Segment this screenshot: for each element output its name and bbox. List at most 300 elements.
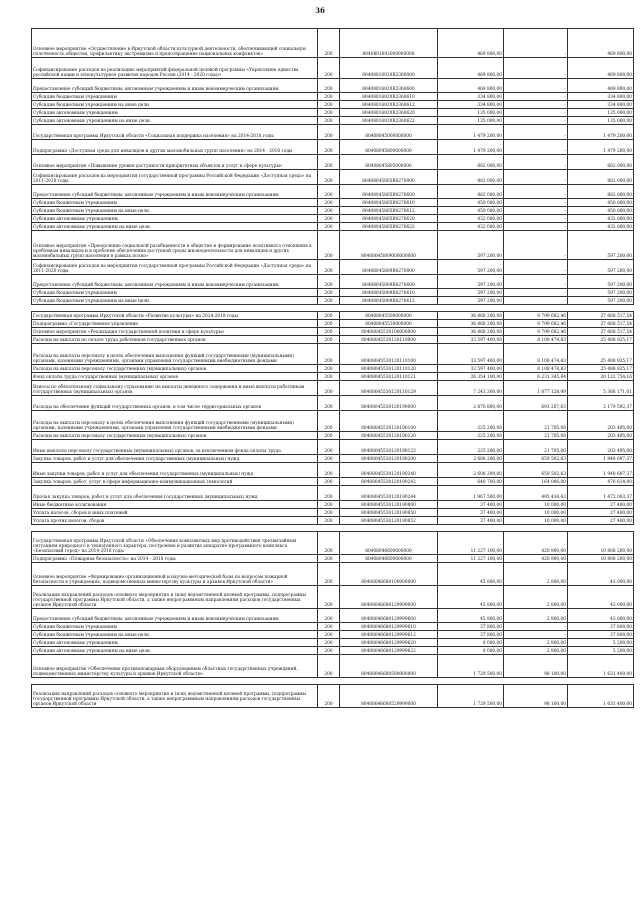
row-amount-planned: 469 800,00 — [438, 29, 504, 58]
row-code: 200 — [318, 312, 340, 320]
row-amount-planned: 334 800,00 — [438, 93, 504, 101]
row-amount-remaining: 334 800,00 — [568, 93, 634, 101]
row-name: Уплата прочих налогов, сборов — [32, 517, 318, 525]
row-amount-executed: 8 799 682,46 — [504, 328, 568, 336]
row-amount-planned: 225 200,00 — [438, 432, 504, 440]
row-amount-remaining: 597 200,00 — [568, 260, 634, 275]
row-code: 200 — [318, 440, 340, 455]
row-amount-remaining: 27 668 517,54 — [568, 328, 634, 336]
row-amount-executed: - — [504, 631, 568, 639]
row-csr: 80408045530120190240 — [340, 463, 438, 478]
row-csr: 80408046680129999622 — [340, 647, 438, 655]
row-amount-executed: 659 502,63 — [504, 463, 568, 478]
table-row — [32, 365, 634, 373]
table-row — [32, 639, 634, 647]
row-amount-executed: - — [504, 109, 568, 117]
row-amount-remaining: 597 200,00 — [568, 231, 634, 260]
row-amount-planned: 45 800,00 — [438, 586, 504, 609]
table-row — [32, 440, 634, 455]
gap-cell — [32, 678, 318, 685]
row-amount-planned: 45 800,00 — [438, 563, 504, 586]
row-amount-remaining: 37 800,00 — [568, 631, 634, 639]
row-name: Расходы на выплаты персоналу государственных (муниципальных) органов — [32, 432, 318, 440]
row-code: 200 — [318, 555, 340, 563]
row-code: 200 — [318, 486, 340, 501]
gap-cell — [504, 678, 568, 685]
row-code: 200 — [318, 517, 340, 525]
row-csr: 80408046680500000000 — [340, 655, 438, 678]
gap-cell — [568, 525, 634, 532]
row-name: Иные закупки товаров, работ и услуг для обеспечения государственных (муниципальных) нужд — [32, 463, 318, 478]
table-row — [32, 312, 634, 320]
row-code: 200 — [318, 623, 340, 631]
row-csr: 80408045530120190244 — [340, 486, 438, 501]
row-amount-executed: - — [504, 101, 568, 109]
row-csr: 80408046680129999612 — [340, 631, 438, 639]
table-row — [32, 486, 634, 501]
row-amount-executed: - — [504, 207, 568, 215]
row-amount-remaining: 2 179 592,37 — [568, 396, 634, 411]
row-name: Подпрограмма «Пожарная безопасность» на 2014 - 2018 годы — [32, 555, 318, 563]
row-name: Субсидии бюджетным учреждениям — [32, 289, 318, 297]
row-csr: 80408045530120190852 — [340, 517, 438, 525]
row-csr: 80408046600000000 — [340, 555, 438, 563]
table-row — [32, 231, 634, 260]
row-name: Софинансирование расходов на реализацию мероприятий федеральной целевой программы «Укрепление единства российской нации и этнокультурное развитие народов России (2014 - 2020 годы)» — [32, 58, 318, 79]
row-csr: 80408045500000000 — [340, 312, 438, 320]
row-amount-executed: - — [504, 29, 568, 58]
row-amount-executed: 164 086,00 — [504, 478, 568, 486]
row-amount-remaining: 27 400,00 — [568, 517, 634, 525]
row-amount-planned: 36 468 200,00 — [438, 320, 504, 328]
row-amount-remaining: 10 806 200,00 — [568, 555, 634, 563]
row-amount-planned: 597 200,00 — [438, 231, 504, 260]
row-code: 200 — [318, 125, 340, 140]
row-amount-planned: 37 400,00 — [438, 517, 504, 525]
gap-cell — [318, 305, 340, 312]
row-code: 200 — [318, 140, 340, 155]
row-amount-executed: 8 108 474,83 — [504, 365, 568, 373]
row-name: Субсидии автономным учреждениям на иные цели — [32, 647, 318, 655]
row-csr: 80408045805R0270620 — [340, 215, 438, 223]
table-row — [32, 655, 634, 678]
table-row — [32, 117, 634, 125]
row-code: 200 — [318, 381, 340, 396]
row-name: Основное мероприятие «Преодоление социальной разобщенности в обществе и формирование позитивного отношения к проблемам инвалидов и к проблеме обеспечения доступной среды жизнедеятельности для инвалидов и других маломобильных групп населения в рамках полно» — [32, 231, 318, 260]
gap-cell — [32, 305, 318, 312]
row-amount-planned: 7 243 300,00 — [438, 381, 504, 396]
row-csr: 80408045805000000 — [340, 155, 438, 170]
row-csr: 80408046600000000 — [340, 532, 438, 555]
row-amount-executed: - — [504, 170, 568, 185]
row-code: 200 — [318, 170, 340, 185]
row-amount-executed: 420 900,00 — [504, 555, 568, 563]
row-code: 200 — [318, 207, 340, 215]
row-code: 200 — [318, 365, 340, 373]
table-row — [32, 411, 634, 432]
row-amount-remaining: 20 122 754,16 — [568, 373, 634, 381]
table-row — [32, 647, 634, 655]
row-amount-planned: 36 468 200,00 — [438, 328, 504, 336]
table-row — [32, 501, 634, 509]
row-amount-remaining: 10 806 200,00 — [568, 532, 634, 555]
row-csr: 80408045530120110129 — [340, 381, 438, 396]
row-code: 200 — [318, 58, 340, 79]
row-amount-planned: 135 000,00 — [438, 109, 504, 117]
row-code: 200 — [318, 509, 340, 517]
budget-table — [31, 28, 634, 708]
row-amount-executed: 8 799 682,46 — [504, 312, 568, 320]
row-amount-executed: 98 100,00 — [504, 655, 568, 678]
row-name: Расходы на выплаты персоналу в целях обеспечения выполнения функций государственными (муниципальными) органами, казенными учреждениями, органами управления государственными внебюджетными фондами — [32, 411, 318, 432]
page-number: 36 — [315, 6, 325, 15]
row-code: 200 — [318, 101, 340, 109]
row-csr: 80408046680129999610 — [340, 623, 438, 631]
row-code: 200 — [318, 396, 340, 411]
row-amount-planned: 37 400,00 — [438, 509, 504, 517]
row-name: Реализация направлений расходов основного мероприятия и (или) ведомственной целевой программы, подпрограммы государственной программы Иркутской области, а также непрограммным направлениям расходов государственных органов Иркутской области — [32, 586, 318, 609]
row-amount-planned: 37 800,00 — [438, 623, 504, 631]
row-csr: 80408045800000000 — [340, 140, 438, 155]
row-amount-executed: - — [504, 125, 568, 140]
row-amount-executed: - — [504, 140, 568, 155]
row-csr: 80408045530120190000 — [340, 396, 438, 411]
row-amount-executed: 659 502,63 — [504, 455, 568, 463]
row-code: 200 — [318, 231, 340, 260]
row-amount-remaining: 37 800,00 — [568, 623, 634, 631]
row-amount-remaining: 1 631 400,00 — [568, 685, 634, 708]
row-csr: 8040801692000000000 — [340, 29, 438, 58]
row-name: Субсидии автономным учреждениям на иные цели — [32, 223, 318, 231]
table-gap-row — [32, 678, 634, 685]
table-row — [32, 463, 634, 478]
row-amount-planned: 334 800,00 — [438, 101, 504, 109]
row-csr: 80408046680529999000 — [340, 685, 438, 708]
row-amount-remaining: 597 200,00 — [568, 289, 634, 297]
row-code: 200 — [318, 336, 340, 344]
row-code: 200 — [318, 344, 340, 365]
row-amount-remaining: 203 495,00 — [568, 411, 634, 432]
row-amount-remaining: 597 200,00 — [568, 297, 634, 305]
table-row — [32, 381, 634, 396]
row-csr: 80408045000000000 — [340, 125, 438, 140]
row-name: Софинансирование расходов на мероприятия государственной программы Российской Федерации «Доступная среда» на 2011-2020 годы — [32, 170, 318, 185]
row-csr: 80408016920R2360610 — [340, 93, 438, 101]
row-code: 200 — [318, 223, 340, 231]
gap-cell — [340, 678, 438, 685]
row-name: Фонд оплаты труда государственных (муниципальных) органов — [32, 373, 318, 381]
row-amount-planned: 36 468 200,00 — [438, 312, 504, 320]
row-csr: 80408046680129999000 — [340, 586, 438, 609]
row-amount-executed: 2 800,00 — [504, 609, 568, 623]
row-csr: 80408045530120110120 — [340, 365, 438, 373]
row-amount-planned: 225 200,00 — [438, 411, 504, 432]
row-name: Государственная программа Иркутской области «Обеспечение комплексных мер противодействия чрезвычайным ситуациям природного и техногенного характера, построение и развитие аппаратно-программного комплекса «Безопасный город» на 2014-2018 годы — [32, 532, 318, 555]
row-name: Закупка товаров, работ, услуг в сфере информационно-коммуникационных технологий — [32, 478, 318, 486]
row-name: Расходы на выплаты персоналу в целях обеспечения выполнения функций государственными (муниципальными) органами, казенными учреждениями, органами управления государственными внебюджетными фондами — [32, 344, 318, 365]
row-name: Предоставление субсидий бюджетным, автономным учреждениям и иным некоммерческим организациям — [32, 185, 318, 199]
gap-cell — [504, 525, 568, 532]
row-amount-remaining: 5 200,00 — [568, 639, 634, 647]
row-amount-planned: 2 608 200,00 — [438, 463, 504, 478]
row-code: 200 — [318, 563, 340, 586]
row-amount-remaining: 469 800,00 — [568, 79, 634, 93]
row-name: Субсидии автономным учреждениям — [32, 215, 318, 223]
row-amount-executed: 21 705,00 — [504, 432, 568, 440]
table-row — [32, 275, 634, 289]
row-amount-executed: - — [504, 297, 568, 305]
row-code: 200 — [318, 328, 340, 336]
row-amount-remaining: 450 000,00 — [568, 199, 634, 207]
row-code: 200 — [318, 639, 340, 647]
row-code: 200 — [318, 199, 340, 207]
row-amount-executed: 8 108 474,83 — [504, 336, 568, 344]
row-amount-planned: 135 000,00 — [438, 117, 504, 125]
row-amount-remaining: 43 000,00 — [568, 563, 634, 586]
row-amount-executed: 1 877 128,99 — [504, 381, 568, 396]
row-name: Подпрограмма «Государственное управление — [32, 320, 318, 328]
row-amount-remaining: 25 488 925,17 — [568, 365, 634, 373]
row-amount-remaining: 1 479 200,00 — [568, 140, 634, 155]
row-amount-remaining: 1 479 200,00 — [568, 125, 634, 140]
row-code: 200 — [318, 275, 340, 289]
row-csr: 80408016920R2360622 — [340, 117, 438, 125]
table-row — [32, 79, 634, 93]
row-amount-executed: - — [504, 223, 568, 231]
row-csr: 80408045809R0270610 — [340, 289, 438, 297]
row-amount-planned: 11 227 100,00 — [438, 555, 504, 563]
table-row — [32, 170, 634, 185]
table-row — [32, 563, 634, 586]
row-csr: 80408045530120190100 — [340, 411, 438, 432]
row-csr: 80408045805R0270600 — [340, 185, 438, 199]
row-name: Субсидии автономным учреждениям — [32, 639, 318, 647]
row-code: 200 — [318, 685, 340, 708]
row-name: Основное мероприятие «Реализация государственной политики в сфере культуры» — [32, 328, 318, 336]
row-amount-remaining: 432 000,00 — [568, 223, 634, 231]
row-name: Предоставление субсидий бюджетным, автономным учреждениям и иным некоммерческим организациям — [32, 609, 318, 623]
table-row — [32, 532, 634, 555]
row-amount-planned: 1 729 500,00 — [438, 685, 504, 708]
row-amount-remaining: 27 400,00 — [568, 501, 634, 509]
row-csr: 80408045530120190242 — [340, 478, 438, 486]
table-row — [32, 685, 634, 708]
row-code: 200 — [318, 297, 340, 305]
row-name: Уплата налогов, сборов и иных платежей — [32, 509, 318, 517]
row-code: 200 — [318, 411, 340, 432]
table-row — [32, 328, 634, 336]
row-amount-executed: - — [504, 93, 568, 101]
row-amount-planned: 2 608 200,00 — [438, 455, 504, 463]
row-amount-planned: 450 000,00 — [438, 207, 504, 215]
table-row — [32, 609, 634, 623]
row-code: 200 — [318, 79, 340, 93]
row-amount-planned: 450 000,00 — [438, 199, 504, 207]
table-row — [32, 93, 634, 101]
row-amount-planned: 26 354 100,00 — [438, 373, 504, 381]
row-amount-planned: 469 800,00 — [438, 58, 504, 79]
row-amount-planned: 1 479 200,00 — [438, 125, 504, 140]
table-row — [32, 185, 634, 199]
row-amount-executed: 2 800,00 — [504, 563, 568, 586]
row-amount-executed: 495 416,63 — [504, 486, 568, 501]
row-amount-executed: - — [504, 215, 568, 223]
row-amount-planned: 882 000,00 — [438, 185, 504, 199]
table-row — [32, 199, 634, 207]
row-code: 200 — [318, 29, 340, 58]
gap-cell — [32, 525, 318, 532]
row-amount-remaining: 450 000,00 — [568, 207, 634, 215]
row-code: 200 — [318, 655, 340, 678]
row-name: Субсидии бюджетным учреждениям на иные цели — [32, 297, 318, 305]
gap-cell — [438, 525, 504, 532]
row-name: Предоставление субсидий бюджетным, автономным учреждениям и иным некоммерческим организациям — [32, 79, 318, 93]
row-csr: 80408045530000000 — [340, 320, 438, 328]
table-row — [32, 101, 634, 109]
row-amount-executed: 21 705,00 — [504, 440, 568, 455]
row-amount-executed: 6 231 345,84 — [504, 373, 568, 381]
row-csr: 80408045530120190200 — [340, 455, 438, 463]
row-amount-executed: - — [504, 199, 568, 207]
row-amount-planned: 597 200,00 — [438, 275, 504, 289]
table-row — [32, 155, 634, 170]
row-csr: 80408045805R0270612 — [340, 207, 438, 215]
row-amount-planned: 597 200,00 — [438, 289, 504, 297]
table-gap-row — [32, 305, 634, 312]
row-csr: 80408045805R0270622 — [340, 223, 438, 231]
table-row — [32, 373, 634, 381]
row-amount-planned: 11 227 100,00 — [438, 532, 504, 555]
row-amount-executed: - — [504, 155, 568, 170]
row-code: 200 — [318, 320, 340, 328]
row-code: 200 — [318, 532, 340, 555]
row-amount-planned: 882 000,00 — [438, 155, 504, 170]
row-amount-remaining: 1 948 697,37 — [568, 463, 634, 478]
row-amount-planned: 33 597 400,00 — [438, 344, 504, 365]
row-amount-planned: 225 200,00 — [438, 440, 504, 455]
row-amount-planned: 432 000,00 — [438, 215, 504, 223]
row-name: Расходы на выплаты персоналу государственных (муниципальных) органов — [32, 365, 318, 373]
row-name: Расходы на обеспечение функций государственных органов, в том числе территориальных органов — [32, 396, 318, 411]
row-code: 200 — [318, 185, 340, 199]
gap-cell — [318, 678, 340, 685]
row-csr: 80408045809R0270612 — [340, 297, 438, 305]
row-amount-executed: - — [504, 260, 568, 275]
gap-cell — [340, 305, 438, 312]
row-code: 200 — [318, 289, 340, 297]
row-amount-remaining: 334 800,00 — [568, 101, 634, 109]
row-amount-planned: 432 000,00 — [438, 223, 504, 231]
row-amount-planned: 8 000,00 — [438, 647, 504, 655]
row-amount-remaining: 469 800,00 — [568, 29, 634, 58]
gap-cell — [568, 678, 634, 685]
row-name: Субсидии бюджетным учреждениям — [32, 199, 318, 207]
row-amount-planned: 45 800,00 — [438, 609, 504, 623]
row-amount-remaining: 469 800,00 — [568, 58, 634, 79]
row-amount-remaining: 27 400,00 — [568, 509, 634, 517]
row-amount-remaining: 27 668 517,54 — [568, 320, 634, 328]
row-amount-planned: 882 000,00 — [438, 170, 504, 185]
row-name: Основное мероприятие «Осуществление в Иркутской области культурной деятельности, обеспечивающей социальную сплоченность общества, профилактику экстремизма и предотвращение национальных конфликтов» — [32, 29, 318, 58]
gap-cell — [438, 678, 504, 685]
row-amount-planned: 33 597 400,00 — [438, 336, 504, 344]
row-amount-executed: - — [504, 275, 568, 289]
gap-cell — [504, 305, 568, 312]
row-amount-remaining: 27 668 517,54 — [568, 312, 634, 320]
row-csr: 80408016920R2360600 — [340, 79, 438, 93]
row-name: Подпрограмма «Доступная среда для инвалидов и других маломобильных групп населения» на 2014 - 2018 годы — [32, 140, 318, 155]
row-amount-remaining: 135 000,00 — [568, 109, 634, 117]
row-csr: 80408046680100000000 — [340, 563, 438, 586]
table-row — [32, 517, 634, 525]
row-amount-executed: - — [504, 231, 568, 260]
row-amount-planned: 37 400,00 — [438, 501, 504, 509]
row-code: 200 — [318, 586, 340, 609]
row-code: 200 — [318, 478, 340, 486]
row-amount-executed: 2 800,00 — [504, 586, 568, 609]
table-row — [32, 432, 634, 440]
row-name: Расходы на выплаты по оплате труда работников государственных органов — [32, 336, 318, 344]
row-amount-executed: 10 000,00 — [504, 501, 568, 509]
table-row — [32, 58, 634, 79]
table-row — [32, 207, 634, 215]
row-csr: 80408016920R2360620 — [340, 109, 438, 117]
row-amount-remaining: 432 000,00 — [568, 215, 634, 223]
row-amount-executed: - — [504, 79, 568, 93]
row-name: Реализация направлений расходов основного мероприятия и (или) ведомственной целевой программы, подпрограммы государственной программы Иркутской области, а также непрограммным направлениям расходов государственных органов Иркутской области — [32, 685, 318, 708]
table-row — [32, 223, 634, 231]
row-code: 200 — [318, 93, 340, 101]
row-amount-executed: - — [504, 117, 568, 125]
row-name: Закупка товаров, работ и услуг для обеспечения государственных (муниципальных) нужд — [32, 455, 318, 463]
row-name: Прочая закупка товаров, работ и услуг для обеспечения государственных (муниципальных) нужд — [32, 486, 318, 501]
row-amount-remaining: 1 472 083,37 — [568, 486, 634, 501]
table-row — [32, 478, 634, 486]
row-csr: 80408045809R0270600 — [340, 275, 438, 289]
row-amount-planned: 1 967 500,00 — [438, 486, 504, 501]
row-amount-executed: 2 800,00 — [504, 647, 568, 655]
table-row — [32, 631, 634, 639]
row-code: 200 — [318, 109, 340, 117]
row-csr: 80408045809000000000 — [340, 231, 438, 260]
row-csr: 80408046680129999600 — [340, 609, 438, 623]
row-name: Предоставление субсидий бюджетным, автономным учреждениям и иным некоммерческим организациям — [32, 275, 318, 289]
row-csr: 80408046680129999620 — [340, 639, 438, 647]
row-code: 200 — [318, 455, 340, 463]
row-amount-remaining: 1 948 697,37 — [568, 455, 634, 463]
row-amount-remaining: 1 631 400,00 — [568, 655, 634, 678]
row-amount-remaining: 882 000,00 — [568, 155, 634, 170]
table-row — [32, 109, 634, 117]
row-amount-planned: 597 200,00 — [438, 260, 504, 275]
row-name: Государственная программа Иркутской области «Социальная поддержка населения» на 2014-2018 годы — [32, 125, 318, 140]
row-csr: 80408045530120190850 — [340, 509, 438, 517]
row-amount-remaining: 43 000,00 — [568, 586, 634, 609]
row-amount-remaining: 25 488 925,17 — [568, 344, 634, 365]
row-amount-executed: - — [504, 185, 568, 199]
row-amount-remaining: 25 488 925,17 — [568, 336, 634, 344]
table-row — [32, 344, 634, 365]
table-row — [32, 455, 634, 463]
row-amount-planned: 8 000,00 — [438, 639, 504, 647]
row-code: 200 — [318, 155, 340, 170]
row-name: Субсидии бюджетным учреждениям на иные цели — [32, 101, 318, 109]
row-amount-remaining: 882 000,00 — [568, 170, 634, 185]
row-amount-remaining: 882 000,00 — [568, 185, 634, 199]
row-amount-remaining: 135 000,00 — [568, 117, 634, 125]
row-name: Основное мероприятие «Обеспечение противопожарным оборудованием областных государственных учреждений, подведомственных министерству культуры и архивов Иркутской области» — [32, 655, 318, 678]
table-row — [32, 586, 634, 609]
